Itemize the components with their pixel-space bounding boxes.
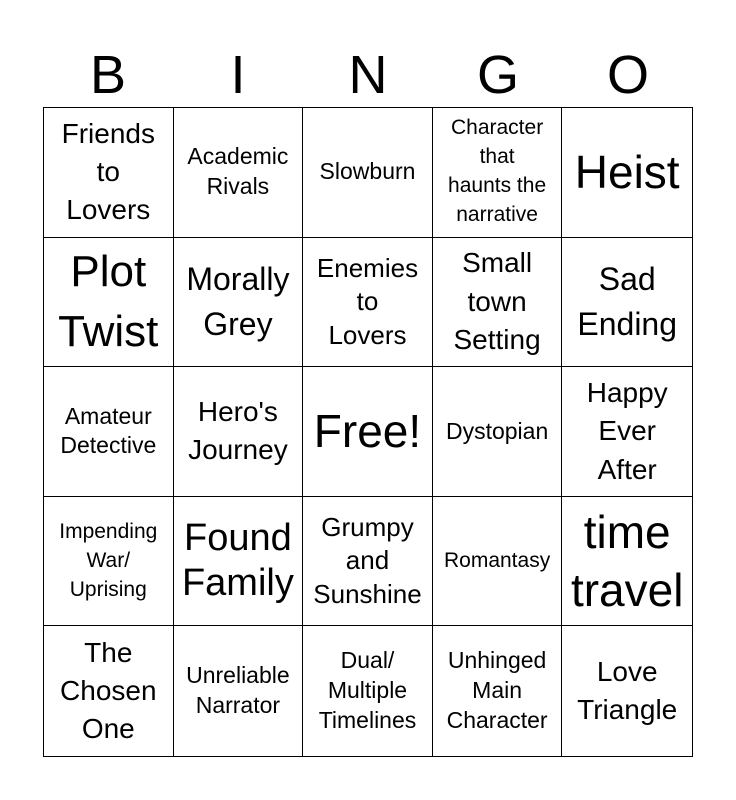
bingo-cell[interactable] — [44, 238, 174, 368]
cell-label: Character that haunts the narrative — [448, 116, 547, 227]
cell-label: Dual/ Multiple Timelines — [318, 647, 417, 734]
cell-label: Slowburn — [319, 158, 416, 185]
bingo-cell[interactable] — [303, 497, 433, 627]
bingo-cell[interactable] — [433, 108, 563, 238]
bingo-cell[interactable] — [433, 238, 563, 368]
cell-label: time travel — [570, 505, 684, 617]
cell-label: Heist — [574, 146, 680, 199]
bingo-cell[interactable] — [44, 367, 174, 497]
cell-label: Small town Setting — [453, 247, 541, 356]
cell-label: Romantasy — [443, 548, 551, 572]
bingo-cell[interactable] — [562, 367, 692, 497]
bingo-cell[interactable] — [562, 497, 692, 627]
header-letter-i: I — [230, 45, 246, 105]
cell-label: Grumpy and Sunshine — [313, 512, 422, 609]
cell-label: Found Family — [181, 517, 294, 605]
bingo-cell[interactable] — [303, 108, 433, 238]
bingo-cell[interactable] — [44, 626, 174, 756]
header-letter-g: G — [476, 45, 519, 105]
bingo-board — [43, 107, 693, 757]
bingo-header — [43, 42, 693, 108]
cell-label: Impending War/ Uprising — [59, 519, 158, 601]
bingo-cell[interactable] — [44, 108, 174, 238]
bingo-cell[interactable] — [433, 497, 563, 627]
cell-label: Love Triangle — [577, 655, 678, 726]
cell-label: Dystopian — [445, 417, 549, 444]
free-space-label: Free! — [313, 405, 422, 458]
bingo-cell[interactable] — [562, 108, 692, 238]
header-letter-b: B — [89, 45, 127, 105]
header-letter-o: O — [606, 45, 649, 105]
header-letter-n: N — [348, 45, 388, 105]
cell-label: Enemies to Lovers — [316, 252, 419, 350]
bingo-cell[interactable] — [562, 238, 692, 368]
cell-label: Amateur Detective — [60, 402, 157, 459]
bingo-cell[interactable] — [303, 238, 433, 368]
cell-label: Academic Rivals — [187, 143, 289, 200]
bingo-cell[interactable] — [174, 108, 304, 238]
bingo-cell[interactable] — [174, 626, 304, 756]
cell-label: Sad Ending — [577, 261, 678, 342]
cell-label: Unreliable Narrator — [186, 662, 290, 719]
cell-label: Friends to Lovers — [61, 117, 155, 226]
bingo-cell[interactable] — [303, 626, 433, 756]
bingo-cell[interactable] — [44, 497, 174, 627]
bingo-cell[interactable] — [174, 367, 304, 497]
bingo-cell[interactable] — [433, 626, 563, 756]
bingo-cell[interactable] — [174, 238, 304, 368]
cell-label: Unhinged Main Character — [446, 647, 548, 734]
bingo-cell[interactable] — [562, 626, 692, 756]
cell-label: Plot Twist — [58, 247, 159, 356]
cell-label: The Chosen One — [60, 636, 157, 745]
bingo-cell free-space[interactable] — [303, 367, 433, 497]
cell-label: Hero's Journey — [188, 396, 288, 466]
cell-label: Happy Ever After — [586, 376, 668, 485]
bingo-cell[interactable] — [433, 367, 563, 497]
cell-label: Morally Grey — [186, 261, 290, 342]
bingo-cell[interactable] — [174, 497, 304, 627]
